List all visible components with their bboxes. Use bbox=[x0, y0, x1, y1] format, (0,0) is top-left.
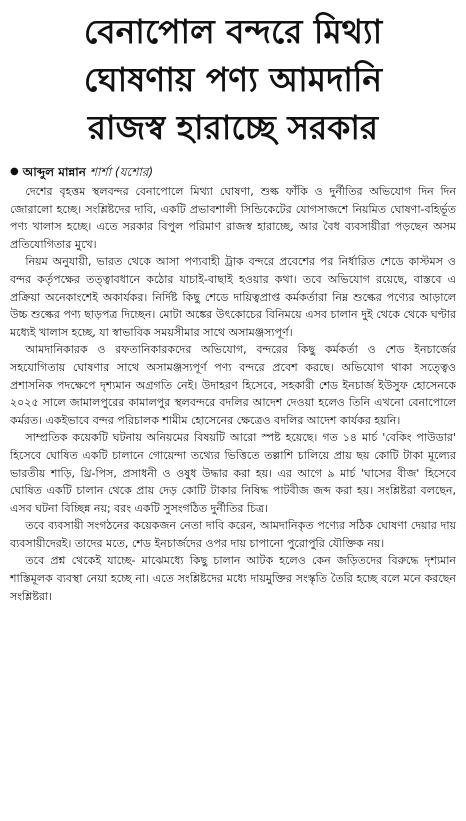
byline-author: আব্দুল মান্নান bbox=[22, 165, 86, 179]
headline bbox=[10, 8, 456, 152]
article-body bbox=[10, 183, 456, 605]
article-paragraph-6: তবে প্রশ্ন থেকেই যাচ্ছে- মাঝেমধ্যে কিছু চালান আটক হলেও কেন জড়িতদের বিরুদ্ধে দৃশ্যমান শাস্তিমূলক ব্যবস্থা নেয়া হচ্ছে না। এতে সংশ্লিষ্টদের মধ্যে দায়মুক্তির সংস্কৃতি তৈরি হচ্ছে বলে মনে করছেন সংশ্লিষ্টরা। bbox=[10, 554, 456, 603]
bullet-icon: ● bbox=[10, 166, 19, 177]
article-paragraph-3: আমদানিকারক ও রফতানিকারকদের অভিযোগ, বন্দরের কিছু কর্মকর্তা ও শেড ইনচার্জের সহযোগিতায় ঘোষণার সাথে অসামঞ্জস্যপূর্ণ পণ্য বন্দরে প্রবেশ করছে। অভিযোগ থাকা সত্ত্বেও প্রশাসনিক পদক্ষেপে দৃশ্যমান অগ্রগতি নেই। উদাহরণ হিসেবে, সহকারী শেড ইনচার্জ ইউসুফ হোসেনকে ২০২৫ সালে জামালপুরের কামালপুর স্থলবন্দরে বদলির আদেশ দেওয়া হলেও তিনি এখনো বেনাপোলে কর্মরত। একইভাবে বন্দর পরিচালক শামীম হোসেনের ক্ষেত্রেও বদলির আদেশ কার্যকর হয়নি। bbox=[10, 343, 456, 427]
byline bbox=[10, 164, 456, 180]
article-paragraph-1: দেশের বৃহত্তম স্থলবন্দর বেনাপোলে মিথ্যা ঘোষণা, শুল্ক ফাঁকি ও দুর্নীতির অভিযোগ দিন দিন জোরালো হচ্ছে। সংশ্লিষ্টদের দাবি, একটি প্রভাবশালী সিন্ডিকেটের যোগসাজশে নিয়মিত ঘোষণা-বহির্ভূত পণ্য খালাস হচ্ছে। এতে সরকার বিপুল পরিমাণ রাজস্ব হারাচ্ছে, আর বৈধ ব্যবসায়ীরা পড়ছেন অসম প্রতিযোগিতার মুখে। bbox=[10, 185, 456, 251]
headline-line-1: বেনাপোল বন্দরে মিথ্যা bbox=[83, 12, 383, 51]
article-paragraph-5: তবে ব্যবসায়ী সংগঠনের কয়েকজন নেতা দাবি করেন, আমদানিকৃত পণ্যের সঠিক ঘোষণা দেয়ার দায় ব্যবসায়ীদেরই। তাদের মতে, শেড ইনচার্জদের ওপর দায় চাপানো পুরোপুরি যৌক্তিক নয়। bbox=[10, 519, 456, 550]
article-paragraph-4: সাম্প্রতিক কয়েকটি ঘটনায় অনিয়মের বিষয়টি আরো স্পষ্ট হয়েছে। গত ১৪ মার্চ 'বেকিং পাউডার' হিসেবে ঘোষিত একটি চালানে গোয়েন্দা তথ্যের ভিত্তিতে তল্লাশি চালিয়ে প্রায় ছয় কোটি টাকা মূল্যের ভারতীয় শাড়ি, থ্রি-পিস, প্রসাধনী ও ওষুধ উদ্ধার করা হয়। এর আগে ৯ মার্চ 'ঘাসের বীজ' হিসেবে ঘোষিত একটি চালান থেকে প্রায় দেড় কোটি টাকার নিষিদ্ধ পাটবীজ জব্দ করা হয়। সংশ্লিষ্টরা বলছেন, এসব ঘটনা বিচ্ছিন্ন নয়; বরং একটি সুসংগঠিত দুর্নীতির চিত্র। bbox=[10, 431, 456, 515]
byline-location: শার্শা (যশোর) bbox=[89, 165, 154, 179]
article-paragraph-2: নিয়ম অনুযায়ী, ভারত থেকে আসা পণ্যবাহী ট্রাক বন্দরে প্রবেশের পর নির্ধারিত শেডে কাস্টমস ও বন্দর কর্তৃপক্ষের তত্ত্বাবধানে কঠোর যাচাই-বাছাই হওয়ার কথা। তবে অভিযোগ রয়েছে, বাস্তবে এ প্রক্রিয়া অনেকাংশেই অকার্যকর। নির্দিষ্ট কিছু শেডে দায়িত্বপ্রাপ্ত কর্মকর্তারা নিম্ন শুল্কের পণ্যের আড়ালে উচ্চ শুল্কের পণ্য ছাড়পত্র দিচ্ছেন। মোটা অঙ্কের উৎকোচের বিনিময়ে এসব চালান দুই থেকে থেকে ঘণ্টার মধ্যেই খালাস হচ্ছে, যা স্বাভাবিক সময়সীমার সাথে অসামঞ্জস্যপূর্ণ। bbox=[10, 255, 456, 339]
headline-line-2: ঘোষণায় পণ্য আমদানি bbox=[83, 60, 383, 99]
headline-line-3: রাজস্ব হারাচ্ছে সরকার bbox=[87, 108, 379, 147]
